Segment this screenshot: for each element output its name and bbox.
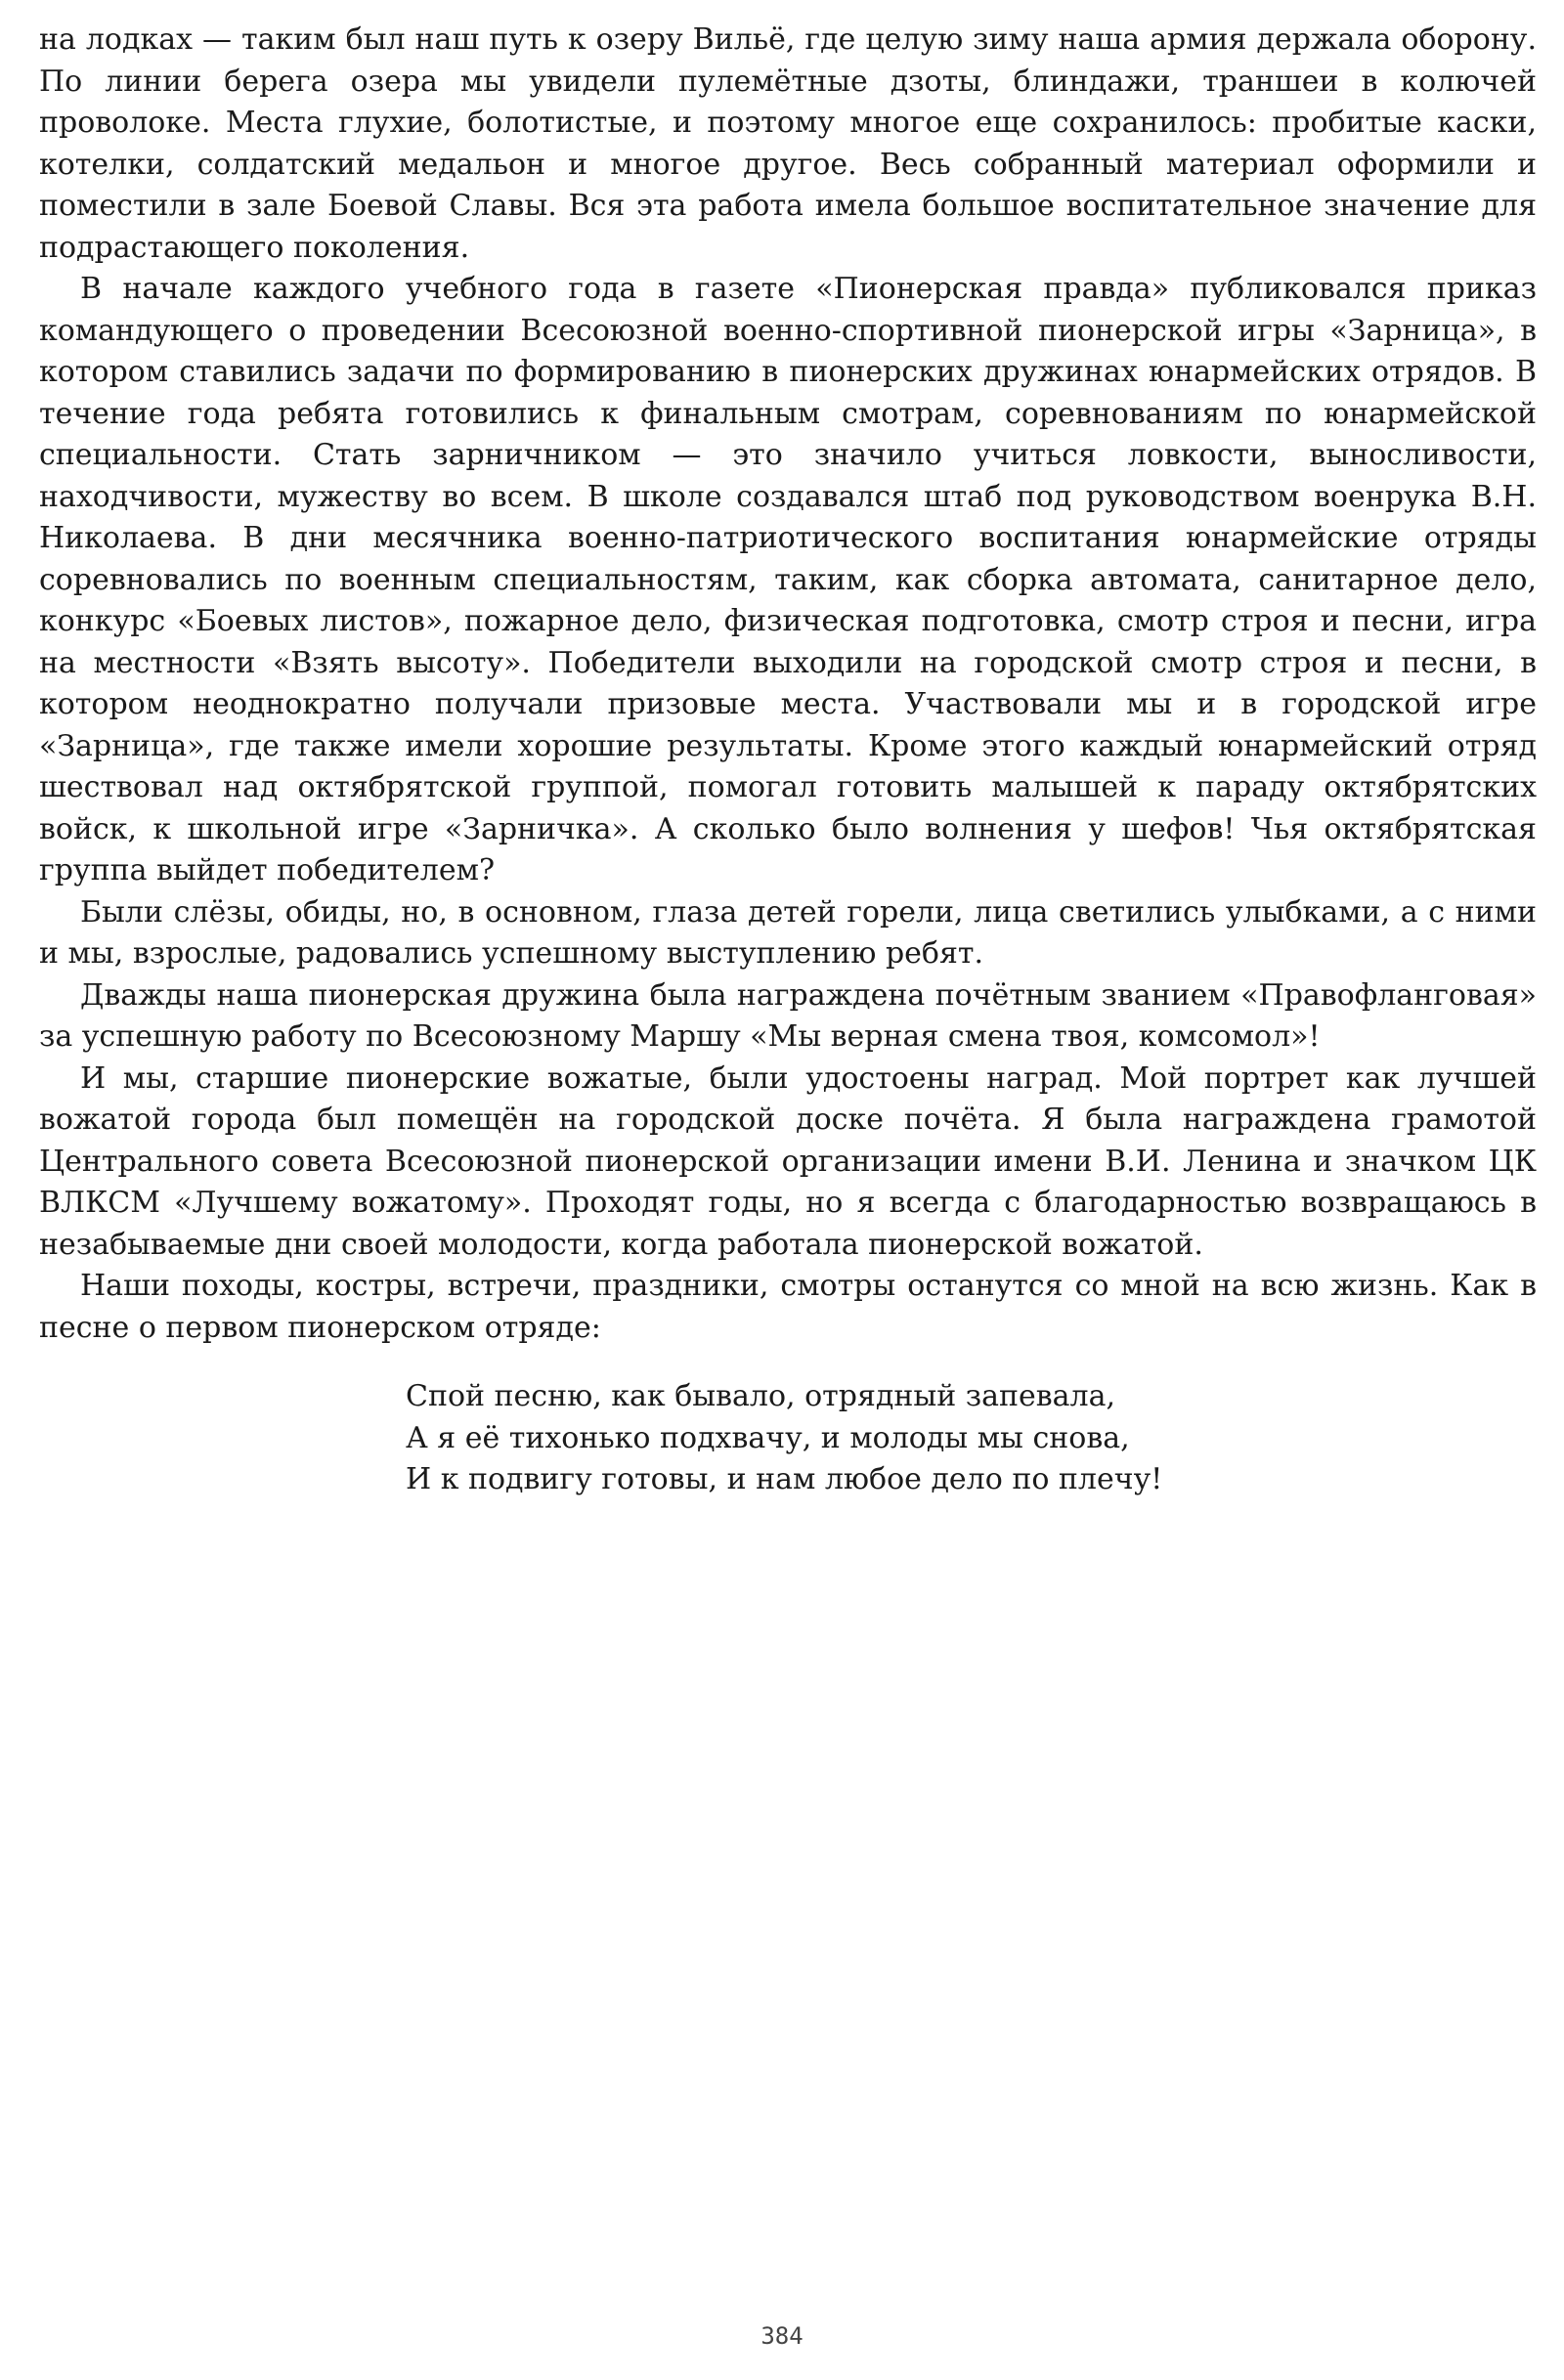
paragraph: В начале каждого учебного года в газете «Пионерская правда» публиковался приказ командующего о проведении Всесоюзной военно-спортивной пионерской игры «Зарница», в котором ставились задачи по формированию в пионерских дружинах юнармейских отрядов. В течение года ребята готовились к финальным смотрам, соревнованиям по юнармейской специальности. Стать зарничником — это значило учиться ловкости, выносливости, находчивости, мужеству во всем. В школе создавался штаб под руководством военрука В.Н. Николаева. В дни месячника военно-патриотического воспитания юнармейские отряды соревновались по военным специальностям, таким, как сборка автомата, санитарное дело, конкурс «Боевых листов», пожарное дело, физическая подготовка, смотр строя и песни, игра на местности «Взять высоту». Победители выходили на городской смотр строя и песни, в котором неоднократно получали призовые места. Участвовали мы и в городской игре «Зарница», где также имели хорошие результаты. Кроме этого каждый юнармейский отряд шествовал над октябрятской группой, помогал готовить малышей к параду октябрятских войск, к школьной игре «Зарничка». А сколько было волнения у шефов! Чья октябрятская группа выйдет победителем? <box>39 272 1537 887</box>
verse-line: И к подвигу готовы, и нам любое дело по плечу! <box>406 1462 1163 1496</box>
paragraph: Были слёзы, обиды, но, в основном, глаза детей горели, лица светились улыбками, а с ними и мы, взрослые, радовались успешному выступлению ребят. <box>39 894 1537 971</box>
paragraph: Дважды наша пионерская дружина была награждена почётным званием «Правофланговая» за успешную работу по Всесоюзному Маршу «Мы верная смена твоя, комсомол»! <box>39 977 1537 1054</box>
paragraph: Наши походы, костры, встречи, праздники, смотры останутся со мной на всю жизнь. Как в песне о первом пионерском отряде: <box>39 1269 1537 1345</box>
page-body <box>39 20 1537 1501</box>
page-number: 384 <box>760 2322 804 2350</box>
song-verse <box>406 1376 1537 1501</box>
paragraph: И мы, старшие пионерские вожатые, были удостоены наград. Мой портрет как лучшей вожатой города был помещён на городской доске почёта. Я была награждена грамотой Центрального совета Всесоюзной пионерской организации имени В.И. Ленина и значком ЦК ВЛКСМ «Лучшему вожатому». Проходят годы, но я всегда с благодарностью возвращаюсь в незабываемые дни своей молодости, когда работала пионерской вожатой. <box>39 1060 1537 1262</box>
verse-line: А я её тихонько подхвачу, и молоды мы снова, <box>406 1420 1130 1455</box>
verse-line: Спой песню, как бывало, отрядный запевала, <box>406 1379 1116 1413</box>
paragraph: на лодках — таким был наш путь к озеру Вильё, где целую зиму наша армия держала оборону. По линии берега озера мы увидели пулемётные дзоты, блиндажи, траншеи в колючей проволоке. Места глухие, болотистые, и поэтому многое еще сохранилось: пробитые каски, котелки, солдатский медальон и многое другое. Весь собранный материал оформили и поместили в зале Боевой Славы. Вся эта работа имела большое воспитательное значение для подрастающего поколения. <box>39 22 1537 265</box>
